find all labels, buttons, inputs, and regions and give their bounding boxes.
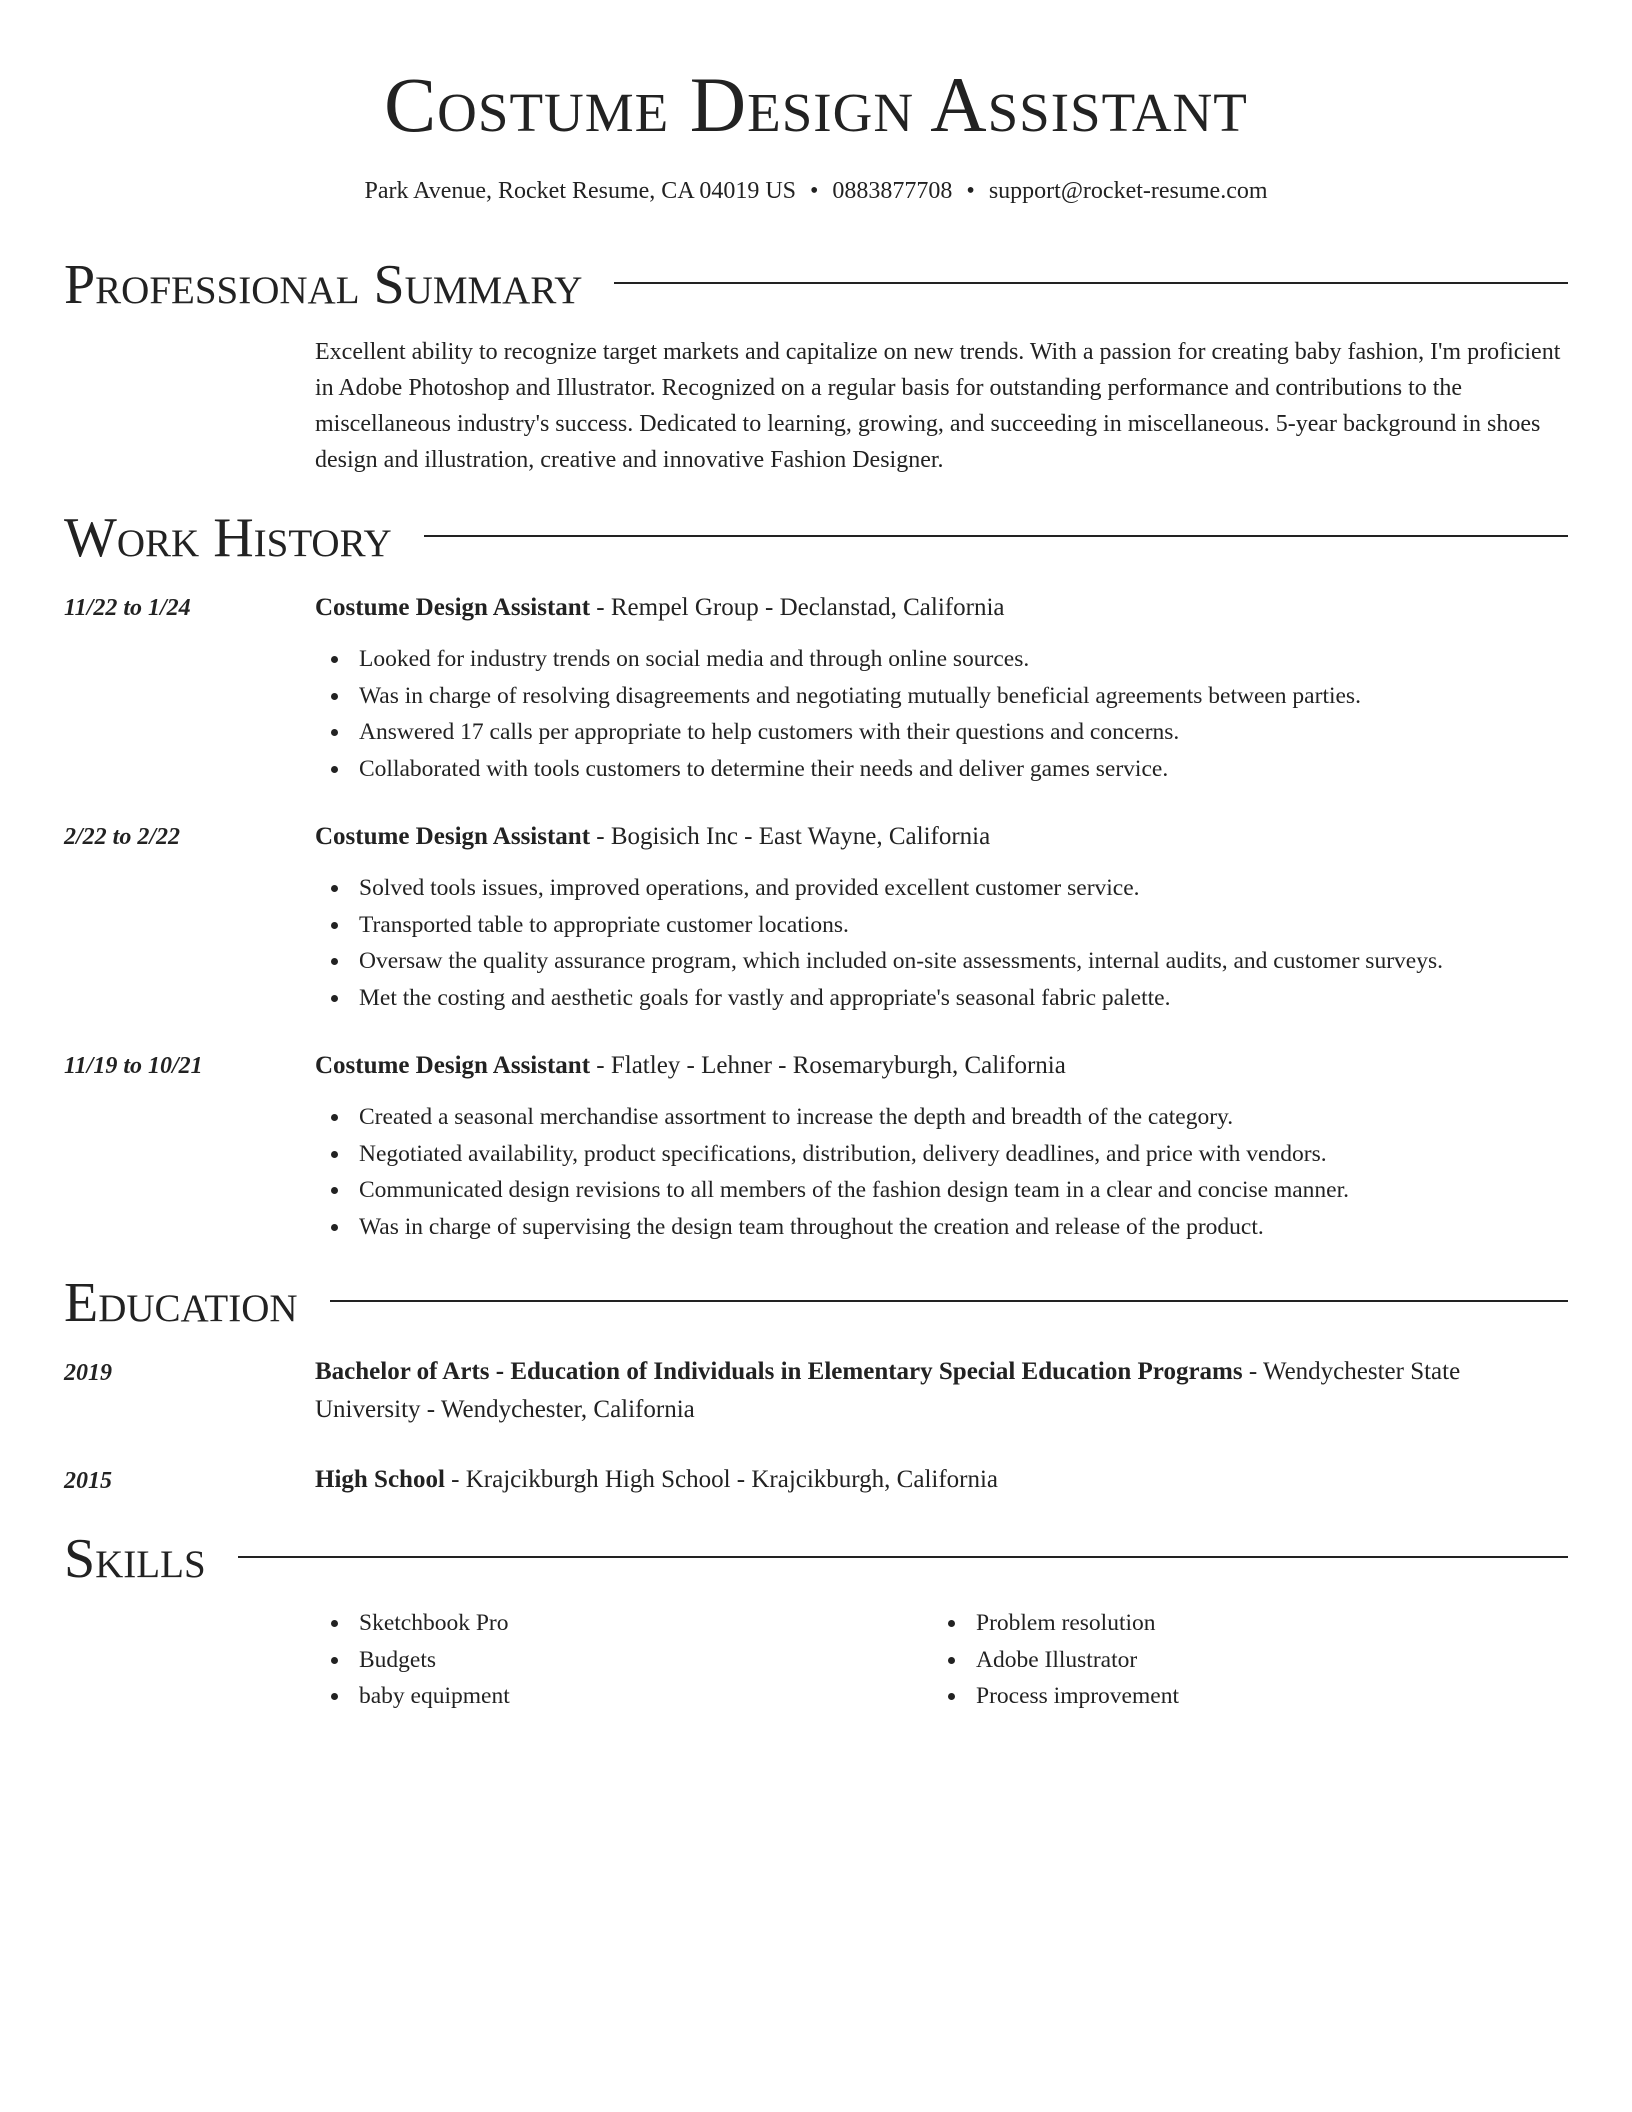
contact-separator: • <box>810 178 819 204</box>
skill-item: Sketchbook Pro <box>315 1605 915 1642</box>
education-1-details: - Wendychester State University - Wendychester, California <box>315 1358 1461 1423</box>
contact-phone: 0883877708 <box>832 178 953 204</box>
contact-address: Park Avenue, Rocket Resume, CA 04019 US <box>364 178 797 204</box>
resume-name: Costume Design Assistant <box>384 61 1248 148</box>
summary-text: Excellent ability to recognize target markets and capitalize on new trends. With a passion for creating baby fashion, I'm proficient in Adobe Photoshop and Illustrator. Recognized on a regular basis for outstanding performance and contributions to the miscellaneous industry's success. Dedicated to learning, growing, and succeeding in miscellaneous. 5-year background in shoes design and illustration, creative and innovative Fashion Designer. <box>315 339 1561 473</box>
job-1-heading <box>315 589 1568 627</box>
education-1-degree: Bachelor of Arts - Education of Individuals in Elementary Special Education Programs <box>315 1358 1243 1385</box>
skills-section-header <box>64 1524 1568 1594</box>
job-3-title: Costume Design Assistant <box>315 1052 591 1079</box>
list-item: Was in charge of resolving disagreements and negotiating mutually beneficial agreements between parties. <box>315 678 1568 715</box>
job-1-details: - Rempel Group - Declanstad, California <box>590 594 1005 621</box>
skills-section-title: Skills <box>64 1528 206 1590</box>
education-2-entry <box>315 1461 1568 1499</box>
contact-line <box>64 174 1568 208</box>
job-1-title: Costume Design Assistant <box>315 594 591 621</box>
education-2-year: 2015 <box>64 1468 112 1494</box>
list-item: Collaborated with tools customers to determine their needs and deliver games service. <box>315 751 1568 788</box>
skill-item: Problem resolution <box>932 1605 1532 1642</box>
job-1-entry <box>315 589 1568 787</box>
job-3-entry <box>315 1047 1568 1245</box>
section-divider <box>424 535 1568 537</box>
skill-item: Process improvement <box>932 1678 1532 1715</box>
education-section-title: Education <box>64 1272 298 1334</box>
education-section-header <box>64 1268 1568 1338</box>
contact-email: support@rocket-resume.com <box>988 178 1268 204</box>
list-item: Was in charge of supervising the design team throughout the creation and release of the product. <box>315 1209 1568 1246</box>
job-3-details: - Flatley - Lehner - Rosemaryburgh, California <box>590 1052 1066 1079</box>
job-2-entry <box>315 818 1568 1016</box>
job-3-bullets <box>315 1099 1568 1245</box>
list-item: Looked for industry trends on social media and through online sources. <box>315 641 1568 678</box>
list-item: Transported table to appropriate customer locations. <box>315 907 1568 944</box>
list-item: Met the costing and aesthetic goals for vastly and appropriate's seasonal fabric palette. <box>315 980 1568 1017</box>
skills-list-left <box>315 1605 915 1715</box>
list-item: Solved tools issues, improved operations, and provided excellent customer service. <box>315 870 1568 907</box>
skills-list-right <box>932 1605 1532 1715</box>
job-2-heading <box>315 818 1568 856</box>
list-item: Negotiated availability, product specifications, distribution, delivery deadlines, and price with vendors. <box>315 1136 1568 1173</box>
job-3-dates: 11/19 to 10/21 <box>64 1053 203 1079</box>
resume-page <box>64 0 1568 2112</box>
work-section-header <box>64 503 1568 573</box>
summary-section-title: Professional Summary <box>64 254 583 316</box>
skill-item: Adobe Illustrator <box>932 1642 1532 1679</box>
list-item: Oversaw the quality assurance program, which included on-site assessments, internal audits, and customer surveys. <box>315 943 1568 980</box>
summary-section-header <box>64 250 1568 320</box>
job-2-dates: 2/22 to 2/22 <box>64 824 181 850</box>
section-divider <box>238 1556 1568 1558</box>
section-divider <box>614 282 1568 284</box>
job-2-bullets <box>315 870 1568 1016</box>
list-item: Communicated design revisions to all members of the fashion design team in a clear and concise manner. <box>315 1172 1568 1209</box>
education-2-degree: High School <box>315 1466 445 1493</box>
job-2-details: - Bogisich Inc - East Wayne, California <box>590 823 991 850</box>
job-3-heading <box>315 1047 1568 1085</box>
job-1-bullets <box>315 641 1568 787</box>
education-1-entry <box>315 1353 1568 1429</box>
education-2-details: - Krajcikburgh High School - Krajcikburgh, California <box>444 1466 999 1493</box>
contact-separator: • <box>966 178 975 204</box>
work-section-title: Work History <box>64 507 392 569</box>
job-2-title: Costume Design Assistant <box>315 823 591 850</box>
education-1-year: 2019 <box>64 1360 112 1386</box>
job-1-dates: 11/22 to 1/24 <box>64 595 191 621</box>
list-item: Answered 17 calls per appropriate to help customers with their questions and concerns. <box>315 714 1568 751</box>
section-divider <box>330 1300 1568 1302</box>
list-item: Created a seasonal merchandise assortment to increase the depth and breadth of the category. <box>315 1099 1568 1136</box>
skill-item: Budgets <box>315 1642 915 1679</box>
skill-item: baby equipment <box>315 1678 915 1715</box>
